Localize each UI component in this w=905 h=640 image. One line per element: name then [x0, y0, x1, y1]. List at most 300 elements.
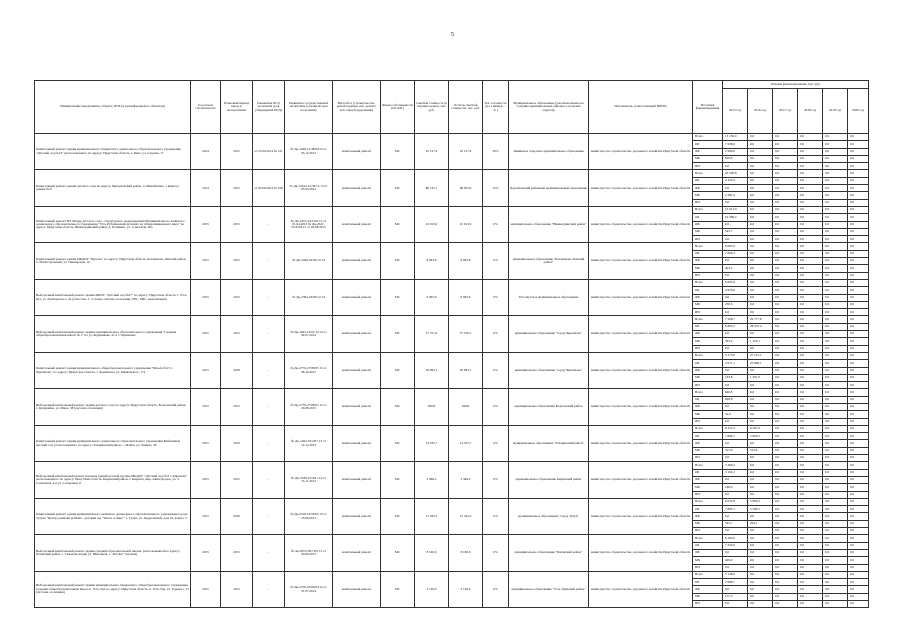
cell-amount: 0,0 — [823, 199, 848, 206]
cell-amount: 0,0 — [798, 272, 823, 279]
cell-amount: 0,0 — [798, 185, 823, 192]
cell-start: 2015 — [191, 498, 221, 534]
cell-amount: 0,0 — [773, 396, 798, 403]
cell-amount: 0,0 — [798, 513, 823, 520]
cell-start: 2015 — [191, 389, 221, 425]
cell-amount: 0,0 — [848, 279, 869, 286]
cell-amount: 0,0 — [748, 549, 773, 556]
cell-amount: 2 287,4 — [723, 192, 748, 199]
cell-source: ОБ — [693, 396, 723, 403]
cell-source: Всего — [693, 316, 723, 323]
cell-amount: 0,0 — [723, 382, 748, 389]
cell-amount: 0,0 — [798, 309, 823, 316]
cell-amount: 0,0 — [723, 221, 748, 228]
cell-readiness: 0% — [483, 425, 509, 461]
cell-amount: 0,0 — [723, 440, 748, 447]
cell-amount: 0,0 — [748, 476, 773, 483]
cell-amount: 0,0 — [823, 228, 848, 235]
cell-amount: 0,0 — [798, 579, 823, 586]
cell-amount: 0,0 — [823, 185, 848, 192]
cell-amount: 0,0 — [748, 557, 773, 564]
cell-amount: 0,0 — [773, 155, 798, 162]
cell-work-type: капитальный ремонт — [333, 206, 381, 242]
cell-amount: 0,0 — [823, 425, 848, 432]
header-year: 2015 год — [723, 89, 748, 134]
cell-source: ИИ — [693, 309, 723, 316]
cell-municipality: муниципальное образование "город Тулун" — [509, 498, 589, 534]
cell-est-cost: 8 063,6 — [415, 243, 449, 279]
cell-amount: 0,0 — [723, 185, 748, 192]
cell-amount: 0,0 — [848, 155, 869, 162]
cell-est-cost: 3 146,0 — [415, 571, 449, 607]
cell-amount: 0,0 — [798, 331, 823, 338]
cell-amount: 2 996,6 — [723, 148, 748, 155]
cell-remaining: 3 146,0 — [449, 571, 483, 607]
cell-municipality: муниципальное образование Киренский район — [509, 462, 589, 498]
table-row — [35, 316, 869, 323]
cell-expertise: № Дк-2776-27/08/05 15 от 08.10.2015 — [285, 352, 333, 388]
cell-work-type: капитальный ремонт — [333, 316, 381, 352]
cell-psd: - — [253, 206, 285, 242]
cell-amount: 0,0 — [823, 469, 848, 476]
cell-amount: 0,0 — [773, 542, 798, 549]
cell-est-cost: 640,8 — [415, 389, 449, 425]
cell-amount: 0,0 — [823, 498, 848, 505]
cell-work-type: капитальный ремонт — [333, 425, 381, 461]
cell-amount: 363,4 — [723, 338, 748, 345]
cell-amount: 0,0 — [723, 331, 748, 338]
cell-amount: 0,0 — [748, 396, 773, 403]
cell-amount: 0,0 — [748, 403, 773, 410]
cell-amount: 0,0 — [798, 206, 823, 213]
cell-amount: 0,0 — [798, 228, 823, 235]
cell-source: МБ — [693, 557, 723, 564]
cell-end: 2015 — [221, 316, 253, 352]
cell-work-type: капитальный ремонт — [333, 389, 381, 425]
cell-amount: 0,0 — [723, 476, 748, 483]
cell-name: Капитальный ремонт здания муниципального казённого дошкольного образовательного учреждения города Тулуна "Центр развития ребёнка - детский сад "Ясное солнце"" г. Тулун, ул. Гидролизной, дом 16, корпус 2 — [35, 498, 191, 534]
cell-executor: министерство строительства, дорожного хозяйства Иркутской области — [589, 535, 693, 571]
header-name: Наименование мероприятия, объекта, ППР (в расшифровкой по объектам) — [35, 81, 191, 134]
cell-readiness: 15% — [483, 170, 509, 206]
cell-source: Всего — [693, 170, 723, 177]
cell-amount: 0,0 — [773, 571, 798, 578]
cell-start: 2014 — [191, 170, 221, 206]
cell-readiness: 0% — [483, 498, 509, 534]
cell-amount: 0,0 — [823, 294, 848, 301]
cell-source: ОБ — [693, 177, 723, 184]
cell-amount: 0,0 — [823, 221, 848, 228]
cell-amount: 7 250,0 — [723, 542, 748, 549]
cell-amount: 0,0 — [773, 323, 798, 330]
cell-amount: 0,0 — [848, 309, 869, 316]
cell-amount: 0,0 — [773, 243, 798, 250]
cell-amount: 0,0 — [723, 367, 748, 374]
cell-start: 2015 — [191, 535, 221, 571]
cell-end: 2015 — [221, 134, 253, 170]
cell-amount: 0,0 — [848, 228, 869, 235]
cell-amount: 0,0 — [798, 214, 823, 221]
cell-remaining: 10 913,9 — [449, 206, 483, 242]
cell-amount: 409,0 — [723, 557, 748, 564]
cell-amount: 6 065,9 — [723, 279, 748, 286]
cell-name: Капитальный ремонт здания муниципального дошкольного образовательного учреждения Майскиной детский сад, расположенного по адресу: Заларинский район, с. Майск, ул. Ленина, 30 — [35, 425, 191, 461]
cell-source: МБ — [693, 484, 723, 491]
cell-amount: 0,0 — [773, 491, 798, 498]
cell-amount: 0,0 — [848, 345, 869, 352]
cell-source: МБ — [693, 301, 723, 308]
cell-expertise: № Дк-0972-09/7/09 13 от 20.06.2013 — [285, 535, 333, 571]
cell-amount: 0,0 — [748, 571, 773, 578]
cell-ownership: МС — [381, 352, 415, 388]
cell-amount: 0,0 — [823, 440, 848, 447]
cell-amount: 0,0 — [798, 352, 823, 359]
cell-amount: 0,0 — [798, 433, 823, 440]
cell-amount: 0,0 — [773, 221, 798, 228]
cell-amount: 0,0 — [723, 236, 748, 243]
cell-source: ФБ — [693, 403, 723, 410]
cell-amount: 3 146,0 — [723, 571, 748, 578]
cell-amount: 0,0 — [748, 221, 773, 228]
cell-executor: министерство строительства, дорожного хозяйства Иркутской области — [589, 170, 693, 206]
cell-source: ИИ — [693, 601, 723, 608]
cell-amount: 7 638,6 — [723, 141, 748, 148]
cell-amount: 2 988,7 — [723, 579, 748, 586]
cell-source: ФБ — [693, 148, 723, 155]
cell-remaining: 12 542,0 — [449, 498, 483, 534]
cell-amount: 0,0 — [748, 287, 773, 294]
cell-amount: 0,0 — [723, 294, 748, 301]
cell-amount: 0,0 — [773, 258, 798, 265]
cell-amount: 0,0 — [773, 214, 798, 221]
cell-name: Выборочный капитальный ремонт здания МКОУ "Детский сад №27" по адресу: Иркутская область, г. Усть-Кут, ул. Луначарского, 24 (отмостка, 1, 2 этажи, система отопления, ГВС, ХВС, канализация) — [35, 279, 191, 315]
cell-amount: 0,0 — [848, 411, 869, 418]
cell-amount: 0,0 — [723, 199, 748, 206]
cell-remaining: 68 055,9 — [449, 170, 483, 206]
cell-end: 2016 — [221, 352, 253, 388]
table-body — [35, 134, 869, 608]
cell-amount: 0,0 — [798, 316, 823, 323]
cell-end: 2015 — [221, 170, 253, 206]
cell-amount: 0,0 — [748, 601, 773, 608]
cell-amount: 157,3 — [723, 593, 748, 600]
cell-amount: 0,0 — [823, 571, 848, 578]
funding-table-sheet — [34, 80, 868, 608]
cell-source: ИИ — [693, 236, 723, 243]
cell-amount: 0,0 — [773, 279, 798, 286]
cell-amount: 0,0 — [748, 382, 773, 389]
cell-amount: 0,0 — [748, 199, 773, 206]
cell-amount: 0,0 — [823, 418, 848, 425]
cell-amount: 0,0 — [773, 506, 798, 513]
cell-source: ОБ — [693, 250, 723, 257]
cell-psd: - — [253, 462, 285, 498]
cell-amount: 0,0 — [823, 163, 848, 170]
cell-amount: 0,0 — [748, 148, 773, 155]
cell-amount: 0,0 — [823, 170, 848, 177]
cell-amount: 0,0 — [773, 206, 798, 213]
cell-amount: 0,0 — [848, 506, 869, 513]
cell-amount: 3 275,0 — [723, 352, 748, 359]
table-row — [35, 243, 869, 250]
cell-source: ФБ — [693, 258, 723, 265]
cell-amount: 168,0 — [723, 484, 748, 491]
cell-source: ОБ — [693, 360, 723, 367]
cell-source: МБ — [693, 155, 723, 162]
cell-amount: 0,0 — [798, 294, 823, 301]
cell-source: ИИ — [693, 491, 723, 498]
cell-work-type: капитальный ремонт — [333, 352, 381, 388]
cell-source: МБ — [693, 374, 723, 381]
cell-amount: 0,0 — [773, 455, 798, 462]
cell-amount: 0,0 — [798, 528, 823, 535]
cell-amount: 0,0 — [848, 236, 869, 243]
cell-name: Капитальный ремонт здания детского сада на адресу: Черемховский район, п. Михайловка, 1 квартал, здание № 6 — [35, 170, 191, 206]
cell-amount: 0,0 — [798, 323, 823, 330]
cell-source: ОБ — [693, 469, 723, 476]
cell-executor: министерство строительства, дорожного хозяйства Иркутской области — [589, 571, 693, 607]
cell-amount: 0,0 — [773, 352, 798, 359]
cell-amount: 1 361,0 — [748, 374, 773, 381]
cell-amount: 0,0 — [848, 287, 869, 294]
cell-end: 2015 — [221, 206, 253, 242]
cell-amount: 0,0 — [798, 367, 823, 374]
cell-amount: 0,0 — [798, 601, 823, 608]
cell-amount: 32,0 — [723, 411, 748, 418]
cell-end: 2016 — [221, 425, 253, 461]
cell-amount: 6 865,5 — [723, 323, 748, 330]
cell-amount: 0,0 — [773, 309, 798, 316]
cell-amount: 7 896,7 — [723, 433, 748, 440]
cell-source: Всего — [693, 462, 723, 469]
cell-amount: 0,0 — [798, 192, 823, 199]
cell-amount: 4 976,6 — [723, 287, 748, 294]
cell-amount: 0,0 — [773, 433, 798, 440]
cell-amount: 0,0 — [773, 272, 798, 279]
cell-amount: 0,0 — [823, 345, 848, 352]
header-municipality: Муниципальное образование (уполномоченное на создание муниципальных районов, городских округов) — [509, 81, 589, 134]
cell-amount: 0,0 — [723, 272, 748, 279]
cell-psd: - — [253, 316, 285, 352]
cell-source: МБ — [693, 447, 723, 454]
cell-amount: 0,0 — [748, 192, 773, 199]
cell-expertise: № Дк-2457-24/1501.15 от 01.04.2015 № Дк-2547-25/4704.15 от 04.08.2015 — [285, 206, 333, 242]
cell-readiness: 0% — [483, 279, 509, 315]
cell-amount: 7 885,1 — [723, 506, 748, 513]
cell-source: Всего — [693, 352, 723, 359]
cell-amount: 0,0 — [798, 491, 823, 498]
cell-est-cost: 30 693,1 — [415, 352, 449, 388]
cell-remaining: 640,8 — [449, 389, 483, 425]
header-est-cost: Сметная стоимость (в текущих ценах), тыс. руб. — [415, 81, 449, 134]
cell-amount: 0,0 — [798, 170, 823, 177]
cell-amount: 0,0 — [823, 309, 848, 316]
cell-amount: 0,0 — [823, 579, 848, 586]
cell-amount: 0,0 — [773, 294, 798, 301]
cell-amount: 0,0 — [848, 338, 869, 345]
cell-source: ИИ — [693, 418, 723, 425]
cell-amount: 0,0 — [848, 243, 869, 250]
table-header — [35, 81, 869, 134]
cell-amount: 0,0 — [748, 367, 773, 374]
cell-amount: 0,0 — [748, 163, 773, 170]
cell-amount: 0,0 — [848, 199, 869, 206]
cell-executor: министерство строительства, дорожного хозяйства Иркутской области — [589, 279, 693, 315]
cell-amount: 0,0 — [773, 418, 798, 425]
table-row — [35, 134, 869, 141]
cell-remaining: 8 160,6 — [449, 535, 483, 571]
cell-psd: - — [253, 425, 285, 461]
cell-amount: 0,0 — [798, 476, 823, 483]
cell-end: 2015 — [221, 279, 253, 315]
cell-amount: 0,0 — [748, 185, 773, 192]
cell-source: ФБ — [693, 440, 723, 447]
cell-remaining: 14 535,7 — [449, 425, 483, 461]
cell-ownership: МС — [381, 425, 415, 461]
cell-end: 2015 — [221, 389, 253, 425]
cell-amount: 0,0 — [848, 601, 869, 608]
cell-ownership: МС — [381, 279, 415, 315]
header-source: Источник финансирования — [693, 81, 723, 134]
cell-amount: 0,0 — [748, 440, 773, 447]
cell-amount: 163,8 — [723, 374, 748, 381]
cell-amount: 0,0 — [848, 316, 869, 323]
cell-amount: 0,0 — [798, 301, 823, 308]
cell-remaining: 10 157,4 — [449, 134, 483, 170]
cell-source: Всего — [693, 425, 723, 432]
cell-amount: 0,0 — [748, 345, 773, 352]
cell-amount: 0,0 — [723, 549, 748, 556]
cell-amount: 0,0 — [748, 528, 773, 535]
cell-amount: 0,0 — [848, 425, 869, 432]
cell-executor: министерство строительства, дорожного хозяйства Иркутской области — [589, 352, 693, 388]
cell-readiness: 0% — [483, 462, 509, 498]
cell-amount: 0,0 — [823, 367, 848, 374]
cell-amount: 0,0 — [773, 287, 798, 294]
cell-name: Выборочный капитальный ремонт здания детского сада по адресу: Иркутская область, Балаганский район, с. Кумарейка, ул. Мира, 38 (система отопления) — [35, 389, 191, 425]
cell-est-cost: 6 065,9 — [415, 279, 449, 315]
cell-amount: 0,0 — [748, 411, 773, 418]
cell-ownership: МС — [381, 389, 415, 425]
cell-amount: 0,0 — [773, 601, 798, 608]
cell-est-cost: 37 371,9 — [415, 316, 449, 352]
cell-amount: 0,0 — [723, 309, 748, 316]
cell-amount: 1 326,1 — [748, 338, 773, 345]
cell-work-type: капитальный ремонт — [333, 243, 381, 279]
cell-amount: 0,0 — [848, 389, 869, 396]
cell-source: Всего — [693, 389, 723, 396]
header-year: 2016 год — [748, 89, 773, 134]
cell-work-type: капитальный ремонт — [333, 134, 381, 170]
cell-amount: 0,0 — [773, 374, 798, 381]
cell-remaining: 37 376,5 — [449, 316, 483, 352]
cell-amount: 0,0 — [798, 374, 823, 381]
cell-amount: 0,0 — [773, 316, 798, 323]
cell-source: ОБ — [693, 579, 723, 586]
cell-source: ФБ — [693, 221, 723, 228]
cell-amount: 0,0 — [748, 265, 773, 272]
cell-amount: 0,0 — [823, 382, 848, 389]
cell-executor: министерство строительства, дорожного хозяйства Иркутской области — [589, 243, 693, 279]
cell-amount: 0,0 — [773, 170, 798, 177]
cell-amount: 0,0 — [798, 287, 823, 294]
cell-amount: 0,0 — [848, 564, 869, 571]
cell-amount: 0,0 — [848, 367, 869, 374]
cell-amount: 640,8 — [723, 389, 748, 396]
cell-amount: 0,0 — [823, 433, 848, 440]
cell-amount: 0,0 — [773, 250, 798, 257]
cell-readiness: 30% — [483, 134, 509, 170]
cell-amount: 0,0 — [823, 520, 848, 527]
cell-amount: 0,0 — [773, 425, 798, 432]
cell-amount: 0,0 — [748, 155, 773, 162]
cell-amount: 0,0 — [773, 141, 798, 148]
cell-work-type: капитальный ремонт — [333, 498, 381, 534]
cell-start: 2015 — [191, 316, 221, 352]
cell-amount: 0,0 — [723, 345, 748, 352]
cell-municipality: муниципальное образование "Усть-Удинский район" — [509, 571, 589, 607]
cell-municipality: Черемховский районный муниципальный образование — [509, 170, 589, 206]
cell-start: 2015 — [191, 462, 221, 498]
cell-amount: 0,0 — [848, 382, 869, 389]
cell-end: 2015 — [221, 571, 253, 607]
cell-amount: 0,0 — [823, 265, 848, 272]
cell-amount: 0,0 — [773, 513, 798, 520]
cell-amount: 0,0 — [823, 389, 848, 396]
header-year: 2017 год — [773, 89, 798, 134]
cell-amount: 0,0 — [723, 491, 748, 498]
cell-amount: 0,0 — [773, 301, 798, 308]
header-year: 2018 год — [798, 89, 823, 134]
cell-psd: - — [253, 243, 285, 279]
cell-amount: 0,0 — [748, 214, 773, 221]
cell-amount: 0,0 — [848, 513, 869, 520]
cell-amount: 0,0 — [723, 163, 748, 170]
cell-amount: 0,0 — [748, 331, 773, 338]
cell-amount: 0,0 — [773, 476, 798, 483]
cell-amount: 0,0 — [848, 491, 869, 498]
cell-amount: 0,0 — [748, 513, 773, 520]
cell-amount: 0,0 — [798, 265, 823, 272]
cell-amount: 0,0 — [848, 542, 869, 549]
cell-municipality: муниципальное образование "Заларинский район" — [509, 425, 589, 461]
cell-executor: министерство строительства, дорожного хозяйства Иркутской области — [589, 425, 693, 461]
cell-amount: 0,0 — [823, 396, 848, 403]
table-row — [35, 206, 869, 213]
cell-expertise: № Дк-0318-19/56/05.13 от 25.06.2013 — [285, 498, 333, 534]
cell-amount: 0,0 — [723, 586, 748, 593]
cell-amount: 0,0 — [723, 513, 748, 520]
cell-amount: 0,0 — [848, 141, 869, 148]
cell-amount: 5 589,1 — [748, 506, 773, 513]
cell-amount: 0,0 — [798, 447, 823, 454]
cell-amount: 0,0 — [773, 469, 798, 476]
cell-psd: - — [253, 352, 285, 388]
cell-amount: 0,0 — [848, 323, 869, 330]
cell-amount: 0,0 — [773, 447, 798, 454]
cell-amount: 0,0 — [848, 593, 869, 600]
cell-psd: - — [253, 498, 285, 534]
cell-amount: 0,0 — [773, 177, 798, 184]
cell-amount: 0,0 — [798, 382, 823, 389]
cell-source: ФБ — [693, 513, 723, 520]
table-row — [35, 498, 869, 505]
cell-start: 2015 — [191, 425, 221, 461]
cell-source: Всего — [693, 243, 723, 250]
cell-amount: 0,0 — [773, 440, 798, 447]
cell-readiness: 0% — [483, 571, 509, 607]
cell-amount: 0,0 — [848, 294, 869, 301]
